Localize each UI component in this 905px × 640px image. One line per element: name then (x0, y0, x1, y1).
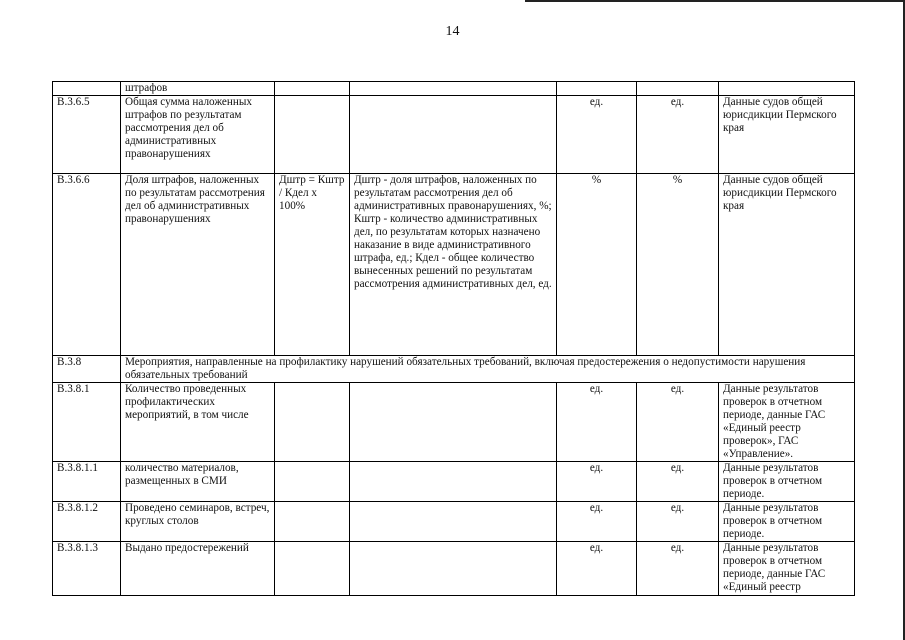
code-cell (53, 82, 121, 96)
unit-cell: ед. (637, 383, 719, 462)
formula-cell (275, 502, 350, 542)
source-cell (719, 82, 855, 96)
formula-cell (275, 462, 350, 502)
table-row-continuation (53, 82, 855, 96)
table-row (53, 383, 855, 462)
name-cell: Количество проведенных профилактических мероприятий, в том числе (121, 383, 275, 462)
name-cell: Общая сумма наложенных штрафов по результатам рассмотрения дел об административных правонарушениях (121, 96, 275, 174)
section-title: Мероприятия, направленные на профилактику нарушений обязательных требований, включая предостережения о недопустимости нарушения обязательных требований (121, 356, 855, 383)
formula-cell (275, 383, 350, 462)
formula-cell (275, 96, 350, 174)
description-cell: Дштр - доля штрафов, наложенных по результатам рассмотрения дел об административных правонарушениях, %; Кштр - количество административных дел, по результатам которых назначено наказание в виде административного штрафа, ед.; Кдел - общее количество вынесенных решений по результатам рассмотрения административных дел, ед. (350, 174, 557, 356)
scan-frame-top-edge (525, 0, 905, 2)
description-cell (350, 96, 557, 174)
name-cell: Проведено семинаров, встреч, круглых столов (121, 502, 275, 542)
unit-cell: ед. (637, 462, 719, 502)
table-row (53, 462, 855, 502)
code-cell: В.3.8.1.1 (53, 462, 121, 502)
source-cell: Данные результатов проверок в отчетном периоде, данные ГАС «Единый реестр (719, 542, 855, 596)
unit-cell: ед. (637, 96, 719, 174)
formula-cell: Дштр = Кштр / Кдел х 100% (275, 174, 350, 356)
table-row (53, 174, 855, 356)
unit-cell: ед. (557, 462, 637, 502)
name-cell: штрафов (121, 82, 275, 96)
code-cell: В.3.8.1.3 (53, 542, 121, 596)
section-code: В.3.8 (53, 356, 121, 383)
table-row (53, 542, 855, 596)
code-cell: В.3.8.1.2 (53, 502, 121, 542)
unit-cell: ед. (557, 502, 637, 542)
name-cell: Выдано предостережений (121, 542, 275, 596)
description-cell (350, 82, 557, 96)
unit-cell: ед. (637, 502, 719, 542)
code-cell: В.3.6.5 (53, 96, 121, 174)
source-cell: Данные результатов проверок в отчетном периоде, данные ГАС «Единый реестр проверок», ГАС «Управление». (719, 383, 855, 462)
code-cell: В.3.8.1 (53, 383, 121, 462)
unit-cell: ед. (557, 383, 637, 462)
description-cell (350, 502, 557, 542)
indicators-table (52, 81, 855, 596)
code-cell: В.3.6.6 (53, 174, 121, 356)
source-cell: Данные судов общей юрисдикции Пермского края (719, 174, 855, 356)
unit-cell (557, 82, 637, 96)
unit-cell: ед. (557, 542, 637, 596)
unit-cell (637, 82, 719, 96)
unit-cell: % (557, 174, 637, 356)
description-cell (350, 462, 557, 502)
source-cell: Данные судов общей юрисдикции Пермского края (719, 96, 855, 174)
page-number: 14 (445, 24, 460, 39)
source-cell: Данные результатов проверок в отчетном периоде. (719, 502, 855, 542)
formula-cell (275, 82, 350, 96)
description-cell (350, 383, 557, 462)
formula-cell (275, 542, 350, 596)
unit-cell: ед. (637, 542, 719, 596)
section-row (53, 356, 855, 383)
unit-cell: % (637, 174, 719, 356)
table-row (53, 96, 855, 174)
table-row (53, 502, 855, 542)
description-cell (350, 542, 557, 596)
name-cell: количество материалов, размещенных в СМИ (121, 462, 275, 502)
name-cell: Доля штрафов, наложенных по результатам рассмотрения дел об административных правонарушениях (121, 174, 275, 356)
unit-cell: ед. (557, 96, 637, 174)
source-cell: Данные результатов проверок в отчетном периоде. (719, 462, 855, 502)
